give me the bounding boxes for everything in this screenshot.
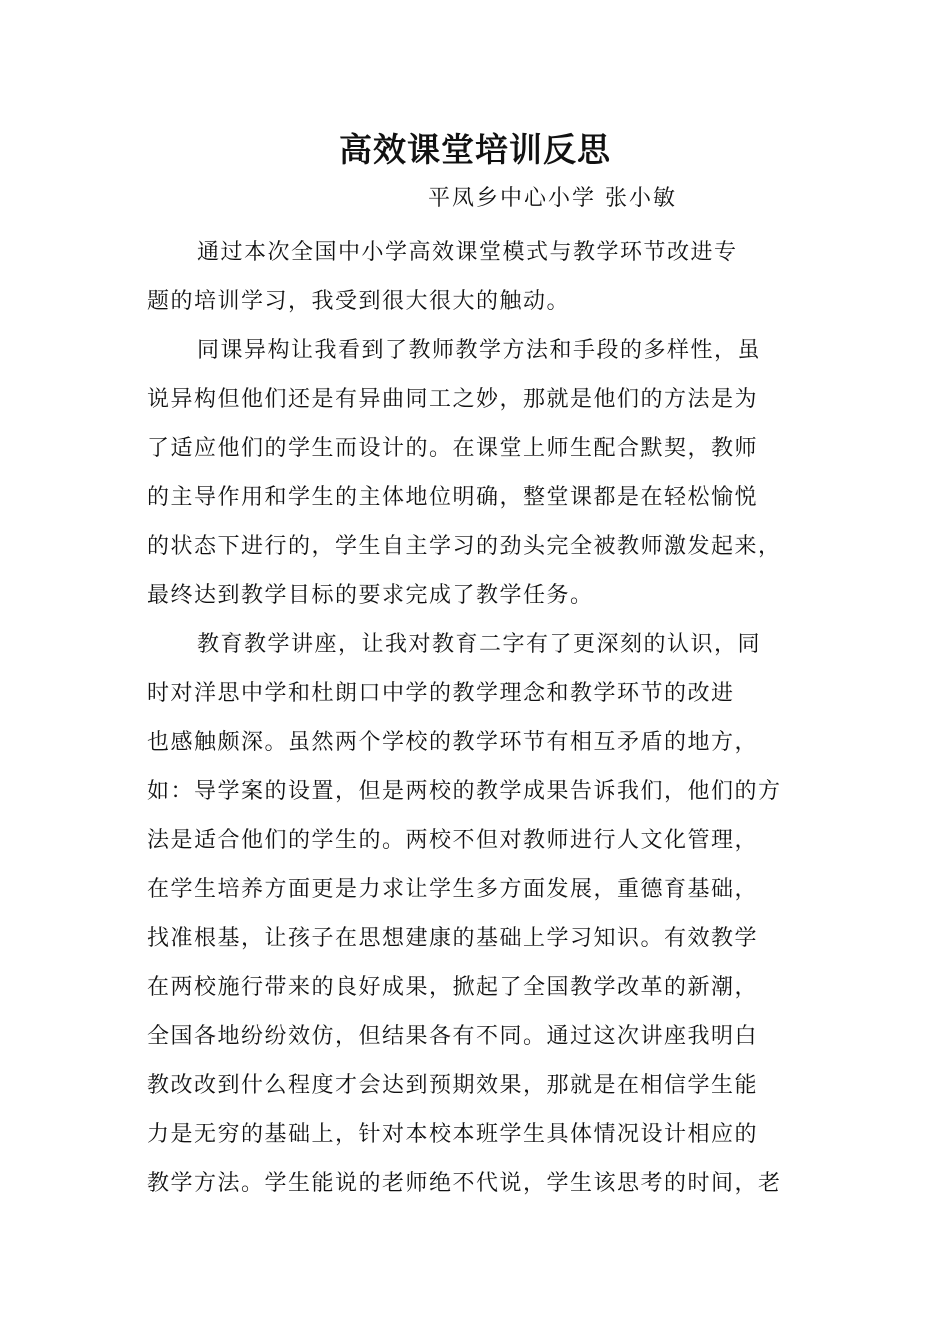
text-line: 全国各地纷纷效仿，但结果各有不同。通过这次讲座我明白 — [147, 1024, 759, 1049]
text-line: 的主导作用和学生的主体地位明确，整堂课都是在轻松愉悦 — [147, 485, 759, 510]
text-line: 的状态下进行的，学生自主学习的劲头完全被教师激发起来， — [147, 534, 782, 559]
text-line: 教育教学讲座，让我对教育二字有了更深刻的认识，同 — [197, 632, 762, 657]
text-line: 同课异构让我看到了教师教学方法和手段的多样性，虽 — [197, 338, 762, 363]
text-line: 如：导学案的设置，但是两校的教学成果告诉我们，他们的方 — [147, 779, 782, 804]
document-title: 高效课堂培训反思 — [339, 130, 611, 169]
paragraph-3 — [147, 620, 807, 1208]
text-line: 了适应他们的学生而设计的。在课堂上师生配合默契，教师 — [147, 436, 759, 461]
text-line: 时对洋思中学和杜朗口中学的教学理念和教学环节的改进 — [147, 681, 735, 706]
paragraph-2 — [147, 326, 807, 620]
text-line: 说异构但他们还是有异曲同工之妙，那就是他们的方法是为 — [147, 387, 759, 412]
text-line: 通过本次全国中小学高效课堂模式与教学环节改进专 — [197, 240, 738, 265]
document-body — [147, 228, 807, 1208]
text-line: 题的培训学习，我受到很大很大的触动。 — [147, 289, 571, 314]
text-line: 在两校施行带来的良好成果，掀起了全国教学改革的新潮， — [147, 975, 759, 1000]
text-line: 教改改到什么程度才会达到预期效果，那就是在相信学生能 — [147, 1073, 759, 1098]
document-author: 平凤乡中心小学 张小敏 — [428, 186, 677, 211]
text-line: 力是无穷的基础上，针对本校本班学生具体情况设计相应的 — [147, 1122, 759, 1147]
text-line: 也感触颇深。虽然两个学校的教学环节有相互矛盾的地方， — [147, 730, 759, 755]
text-line: 法是适合他们的学生的。两校不但对教师进行人文化管理， — [147, 828, 759, 853]
paragraph-1 — [147, 228, 807, 326]
text-line: 教学方法。学生能说的老师绝不代说，学生该思考的时间，老 — [147, 1171, 782, 1196]
text-line: 最终达到教学目标的要求完成了教学任务。 — [147, 583, 594, 608]
text-line: 在学生培养方面更是力求让学生多方面发展，重德育基础， — [147, 877, 759, 902]
text-line: 找准根基，让孩子在思想建康的基础上学习知识。有效教学 — [147, 926, 759, 951]
